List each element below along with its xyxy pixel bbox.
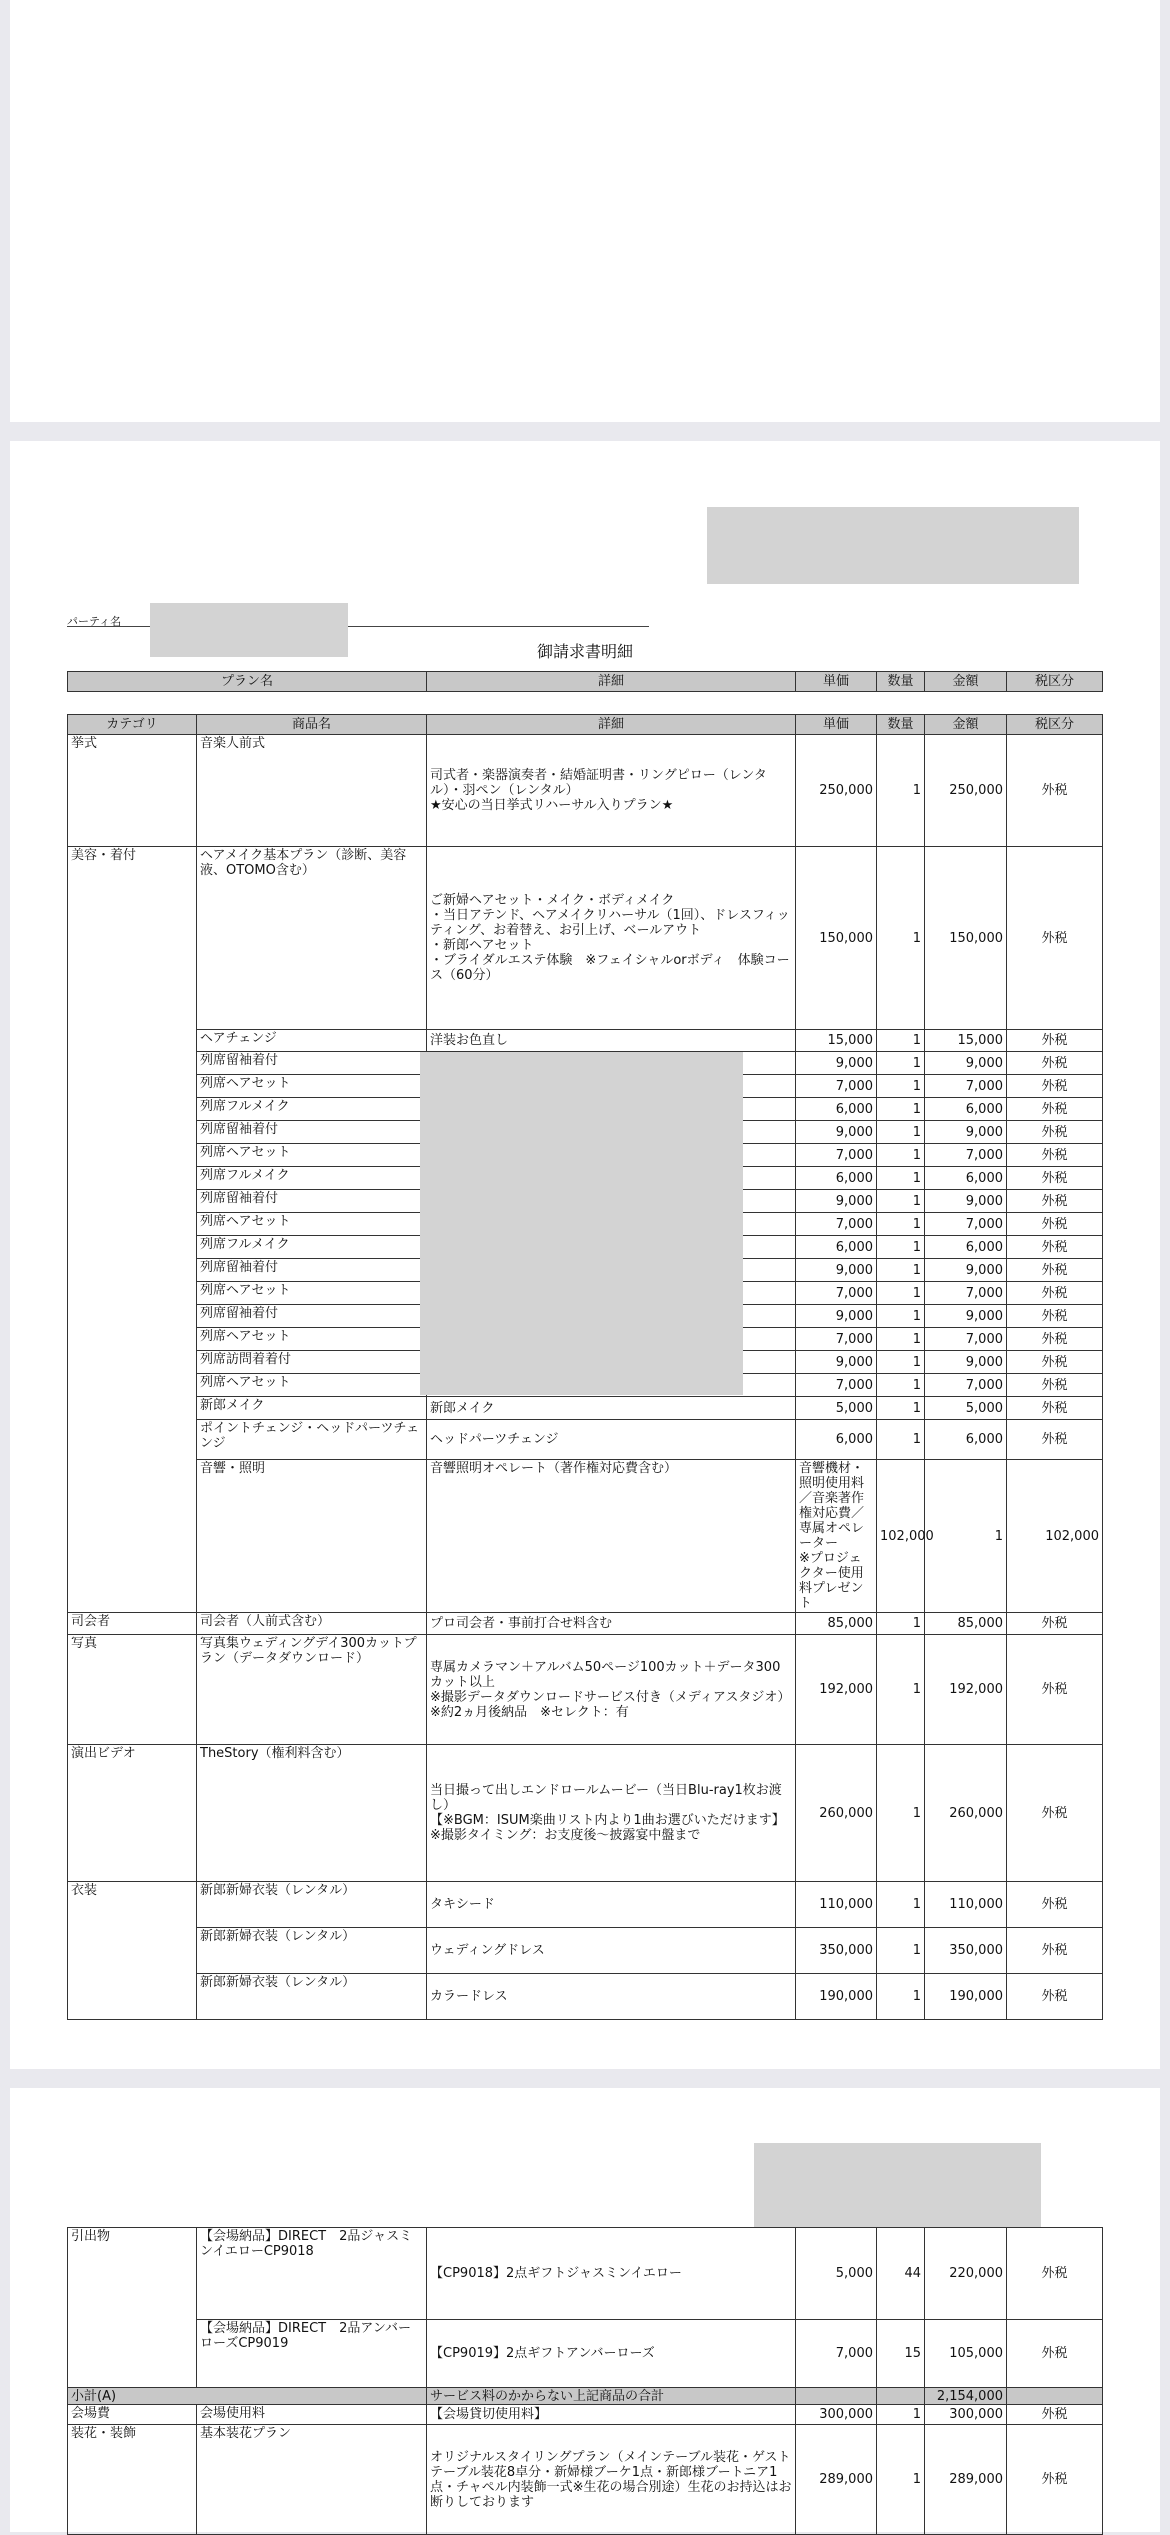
tax-cell: 外税 [1007,1397,1103,1420]
tax-cell: 外税 [1007,1167,1103,1190]
unit-price-cell: 15,000 [796,1030,877,1052]
qty-cell: 1 [877,1282,925,1305]
table-row [68,847,1103,1030]
table-row [68,1974,1103,2020]
qty-cell: 1 [877,1351,925,1374]
product-name-cell: 音響照明オペレート（著作権対応費含む） [427,1460,796,1613]
unit-price-cell: 85,000 [796,1613,877,1635]
amount-cell: 5,000 [925,1397,1007,1420]
category-cell: 美容・着付 [68,847,197,1613]
amount-cell: 6,000 [925,1420,1007,1460]
table-row [68,2320,1103,2388]
col-detail: 詳細 [427,715,796,735]
amount-cell: 7,000 [925,1328,1007,1351]
redacted-block [754,2143,1041,2228]
amount-cell: 7,000 [925,1374,1007,1397]
unit-price-cell: 300,000 [796,2405,877,2425]
category-cell: 演出ビデオ [68,1745,197,1882]
table-row [68,1420,1103,1460]
qty-cell: 1 [925,1460,1007,1613]
tax-cell: 外税 [1007,1098,1103,1121]
category-cell: 司会者 [68,1613,197,1635]
page-2 [10,441,1160,2069]
category-cell: 挙式 [68,735,197,847]
table-row [68,1613,1103,1635]
amount-cell: 7,000 [925,1075,1007,1098]
unit-price-cell: 6,000 [796,1420,877,1460]
product-name-cell: ヘアチェンジ [197,1030,427,1052]
unit-price-cell: 190,000 [796,1974,877,2020]
col-unit-price: 単価 [796,672,877,692]
unit-price-cell: 9,000 [796,1190,877,1213]
col-tax: 税区分 [1007,715,1103,735]
table-row [68,1030,1103,1052]
qty-cell: 1 [877,1420,925,1460]
product-name-cell: 列席フルメイク [197,1167,427,1190]
tax-cell: 外税 [1007,1190,1103,1213]
col-detail: 詳細 [427,672,796,692]
redacted-block [707,507,1079,584]
qty-cell: 1 [877,1052,925,1075]
items-table-continued [67,2227,1103,2535]
document-title: 御請求書明細 [536,642,633,661]
empty-cell [1007,2388,1103,2405]
product-name-cell: 列席留袖着付 [197,1121,427,1144]
unit-price-cell: 6,000 [796,1098,877,1121]
tax-cell: 外税 [1007,735,1103,847]
amount-cell: 85,000 [925,1613,1007,1635]
qty-cell: 1 [877,735,925,847]
product-name-cell: 基本装花プラン [197,2425,427,2535]
tax-cell: 外税 [1007,1328,1103,1351]
amount-cell: 289,000 [925,2425,1007,2535]
subtotal-amount: 2,154,000 [925,2388,1007,2405]
redacted-details [420,1052,743,1395]
amount-cell: 150,000 [925,847,1007,1030]
col-tax: 税区分 [1007,672,1103,692]
tax-cell: 外税 [1007,1075,1103,1098]
page-3 [10,2088,1160,2532]
product-name-cell: TheStory（権利料含む） [197,1745,427,1882]
tax-cell: 外税 [1007,1144,1103,1167]
table-row [68,1745,1103,1882]
col-qty: 数量 [877,715,925,735]
table-row [68,735,1103,847]
amount-cell: 6,000 [925,1167,1007,1190]
unit-price-cell: 289,000 [796,2425,877,2535]
amount-cell: 350,000 [925,1928,1007,1974]
qty-cell: 1 [877,1745,925,1882]
qty-cell: 1 [877,1374,925,1397]
detail-cell: 音響機材・照明使用料／音楽著作権対応費／専属オペレーター ※プロジェクター使用料プレゼント [796,1460,877,1613]
tax-cell: 外税 [1007,1374,1103,1397]
empty-cell [877,2388,925,2405]
tax-cell: 外税 [1007,1351,1103,1374]
tax-cell: 外税 [1007,1882,1103,1928]
table-row [68,1397,1103,1420]
amount-cell: 110,000 [925,1882,1007,1928]
amount-cell: 6,000 [925,1098,1007,1121]
tax-cell: 外税 [1007,1635,1103,1745]
amount-cell: 260,000 [925,1745,1007,1882]
product-name-cell: 司会者（人前式含む） [197,1613,427,1635]
table-row [68,2425,1103,2535]
unit-price-cell: 7,000 [796,1213,877,1236]
tax-cell: 外税 [1007,1236,1103,1259]
unit-price-cell: 7,000 [796,1144,877,1167]
tax-cell: 外税 [1007,1974,1103,2020]
unit-price-cell: 5,000 [796,1397,877,1420]
qty-cell: 1 [877,1236,925,1259]
amount-cell: 6,000 [925,1236,1007,1259]
unit-price-cell: 150,000 [796,847,877,1030]
detail-cell: 新郎メイク [427,1397,796,1420]
tax-cell: 外税 [1007,1613,1103,1635]
amount-cell: 220,000 [925,2228,1007,2320]
tax-cell: 外税 [1007,1121,1103,1144]
qty-cell: 1 [877,1882,925,1928]
qty-cell: 1 [877,2405,925,2425]
product-name-cell: ヘアメイク基本プラン（診断、美容液、OTOMO含む） [197,847,427,1030]
amount-cell: 9,000 [925,1052,1007,1075]
qty-cell: 1 [877,847,925,1030]
qty-cell: 1 [877,1213,925,1236]
qty-cell: 1 [877,1635,925,1745]
tax-cell: 外税 [1007,1052,1103,1075]
detail-cell: 【CP9018】2点ギフトジャスミンイエロー [427,2228,796,2320]
category-cell: 音響・照明 [197,1460,427,1613]
qty-cell: 1 [877,1328,925,1351]
detail-cell: ご新婦ヘアセット・メイク・ボディメイク ・当日アテンド、ヘアメイクリハーサル（1回）、ドレスフィッティング、お着替え、お引上げ、ベールアウト ・新郎ヘアセット ・ブライダルエステ体験 ※フェイシャルorボディ 体験コース（60分） [427,847,796,1030]
party-name-label: パーティ名 [67,615,122,628]
amount-cell: 7,000 [925,1282,1007,1305]
amount-cell: 190,000 [925,1974,1007,2020]
amount-cell: 105,000 [925,2320,1007,2388]
product-name-cell: 列席ヘアセット [197,1374,427,1397]
unit-price-cell: 9,000 [796,1305,877,1328]
category-cell: 引出物 [68,2228,197,2388]
col-category: カテゴリ [68,715,197,735]
table-row [68,1882,1103,1928]
qty-cell: 1 [877,1190,925,1213]
amount-cell: 192,000 [925,1635,1007,1745]
unit-price-cell: 9,000 [796,1351,877,1374]
qty-cell: 1 [877,2425,925,2535]
tax-cell: 外税 [1007,1305,1103,1328]
qty-cell: 1 [877,1974,925,2020]
detail-cell: 【会場貸切使用料】 [427,2405,796,2425]
category-cell: 写真 [68,1635,197,1745]
unit-price-cell: 350,000 [796,1928,877,1974]
unit-price-cell: 7,000 [796,2320,877,2388]
product-name-cell: 列席ヘアセット [197,1282,427,1305]
table-row [68,2405,1103,2425]
subtotal-label: 小計(A) [68,2388,427,2405]
amount-cell: 9,000 [925,1259,1007,1282]
unit-price-cell: 6,000 [796,1167,877,1190]
detail-cell: ヘッドパーツチェンジ [427,1420,796,1460]
col-qty: 数量 [877,672,925,692]
detail-cell: 司式者・楽器演奏者・結婚証明書・リングピロー（レンタル）・羽ペン（レンタル） ★安心の当日挙式リハーサル入りプラン★ [427,735,796,847]
amount-cell: 7,000 [925,1213,1007,1236]
tax-cell: 外税 [1007,2228,1103,2320]
amount-cell: 250,000 [925,735,1007,847]
amount-cell: 9,000 [925,1121,1007,1144]
tax-cell: 外税 [1007,2405,1103,2425]
product-name-cell: 列席フルメイク [197,1236,427,1259]
product-name-cell: 会場使用料 [197,2405,427,2425]
detail-cell: タキシード [427,1882,796,1928]
unit-price-cell: 7,000 [796,1328,877,1351]
detail-cell: プロ司会者・事前打合せ料含む [427,1613,796,1635]
col-plan-name: プラン名 [68,672,427,692]
product-name-cell: 音楽人前式 [197,735,427,847]
tax-cell: 外税 [1007,847,1103,1030]
detail-cell: オリジナルスタイリングプラン（メインテーブル装花・ゲストテーブル装花8卓分・新婦様ブーケ1点・新郎様ブートニア1点・チャペル内装飾一式※生花の場合別途）生花のお持込はお断りしております [427,2425,796,2535]
product-name-cell: 新郎メイク [197,1397,427,1420]
category-cell: 会場費 [68,2405,197,2425]
tax-cell: 外税 [1007,2425,1103,2535]
detail-cell: カラードレス [427,1974,796,2020]
amount-cell: 15,000 [925,1030,1007,1052]
qty-cell: 1 [877,1305,925,1328]
category-cell: 装花・装飾 [68,2425,197,2535]
detail-cell: 専属カメラマン＋アルバム50ページ100カット＋データ300カット以上 ※撮影データダウンロードサービス付き（メディアスタジオ） ※約2ヵ月後納品 ※セレクト：有 [427,1635,796,1745]
plan-header-table [67,671,1103,692]
qty-cell: 1 [877,1144,925,1167]
product-name-cell: 列席フルメイク [197,1098,427,1121]
product-name-cell: 列席ヘアセット [197,1075,427,1098]
unit-price-cell: 5,000 [796,2228,877,2320]
unit-price-cell: 7,000 [796,1374,877,1397]
detail-cell: 【CP9019】2点ギフトアンバーローズ [427,2320,796,2388]
qty-cell: 1 [877,1167,925,1190]
unit-price-cell: 192,000 [796,1635,877,1745]
qty-cell: 1 [877,1928,925,1974]
unit-price-cell: 7,000 [796,1282,877,1305]
qty-cell: 1 [877,1613,925,1635]
unit-price-cell: 6,000 [796,1236,877,1259]
qty-cell: 1 [877,1397,925,1420]
qty-cell: 1 [877,1259,925,1282]
product-name-cell: 列席訪問着着付 [197,1351,427,1374]
product-name-cell: ポイントチェンジ・ヘッドパーツチェンジ [197,1420,427,1460]
product-name-cell: 列席留袖着付 [197,1052,427,1075]
tax-cell: 外税 [1007,1282,1103,1305]
unit-price-cell: 260,000 [796,1745,877,1882]
tax-cell: 外税 [1007,2320,1103,2388]
product-name-cell: 列席ヘアセット [197,1144,427,1167]
tax-cell: 外税 [1007,1030,1103,1052]
product-name-cell: 新郎新婦衣装（レンタル） [197,1974,427,2020]
product-name-cell: 【会場納品】DIRECT 2品アンバーローズCP9019 [197,2320,427,2388]
product-name-cell: 列席ヘアセット [197,1213,427,1236]
unit-price-cell: 9,000 [796,1052,877,1075]
amount-cell: 300,000 [925,2405,1007,2425]
unit-price-cell: 9,000 [796,1259,877,1282]
qty-cell: 15 [877,2320,925,2388]
detail-cell: 当日撮って出しエンドロールムービー（当日Blu-ray1枚お渡し） 【※BGM：ISUM楽曲リスト内より1曲お選びいただけます】 ※撮影タイミング：お支度後〜披露宴中盤まで [427,1745,796,1882]
table-row [68,1635,1103,1745]
tax-cell: 外税 [1007,1745,1103,1882]
qty-cell: 1 [877,1098,925,1121]
product-name-cell: 新郎新婦衣装（レンタル） [197,1928,427,1974]
product-name-cell: 写真集ウェディングデイ300カットプラン（データダウンロード） [197,1635,427,1745]
tax-cell: 外税 [1007,1928,1103,1974]
product-name-cell: 【会場納品】DIRECT 2品ジャスミンイエローCP9018 [197,2228,427,2320]
amount-cell: 7,000 [925,1144,1007,1167]
unit-price-cell: 250,000 [796,735,877,847]
product-name-cell: 列席留袖着付 [197,1305,427,1328]
unit-price-cell: 110,000 [796,1882,877,1928]
qty-cell: 1 [877,1030,925,1052]
subtotal-detail: サービス料のかからない上記商品の合計 [427,2388,796,2405]
qty-cell: 1 [877,1121,925,1144]
col-amount: 金額 [925,715,1007,735]
empty-cell [796,2388,877,2405]
unit-price-cell: 7,000 [796,1075,877,1098]
table-row [68,1928,1103,1974]
qty-cell: 1 [877,1075,925,1098]
amount-cell: 9,000 [925,1351,1007,1374]
unit-price-cell: 9,000 [796,1121,877,1144]
col-product: 商品名 [197,715,427,735]
page-1 [10,0,1160,422]
amount-cell: 9,000 [925,1305,1007,1328]
amount-cell: 9,000 [925,1190,1007,1213]
table-row [68,2228,1103,2320]
subtotal-row [68,2388,1103,2405]
table-row [68,1460,1103,1613]
detail-cell: ウェディングドレス [427,1928,796,1974]
product-name-cell: 列席留袖着付 [197,1190,427,1213]
tax-cell: 外税 [1007,1213,1103,1236]
unit-price-cell: 102,000 [877,1460,925,1613]
qty-cell: 44 [877,2228,925,2320]
tax-cell: 外税 [1007,1259,1103,1282]
product-name-cell: 新郎新婦衣装（レンタル） [197,1882,427,1928]
col-amount: 金額 [925,672,1007,692]
product-name-cell: 列席ヘアセット [197,1328,427,1351]
category-cell: 衣装 [68,1882,197,2020]
detail-cell: 洋装お色直し [427,1030,796,1052]
col-unit-price: 単価 [796,715,877,735]
product-name-cell: 列席留袖着付 [197,1259,427,1282]
tax-cell: 外税 [1007,1420,1103,1460]
amount-cell: 102,000 [1007,1460,1103,1613]
